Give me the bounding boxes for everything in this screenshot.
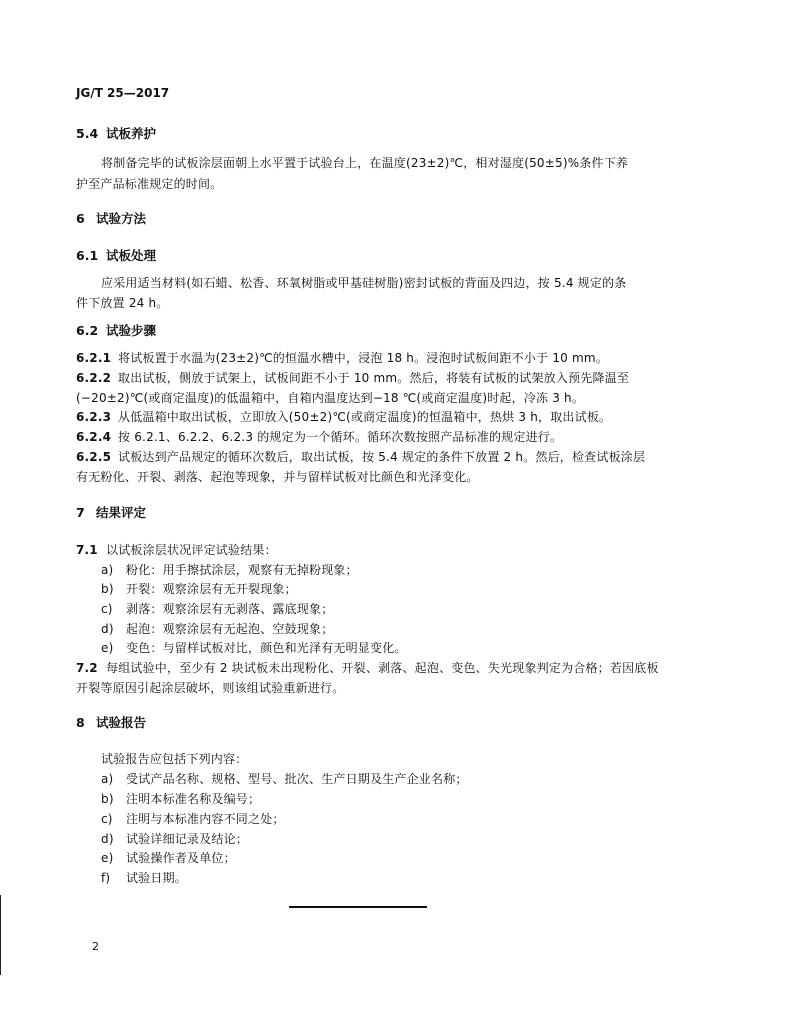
list-text: 试验详细记录及结论；	[126, 832, 249, 846]
list-text: 剥落：观察涂层有无剥落、露底现象；	[126, 602, 334, 616]
list-text: 试验操作者及单位；	[126, 851, 236, 865]
clause-number: 6.2.4	[76, 430, 112, 444]
clause-6-2-4	[76, 430, 562, 444]
clause-number: 6.2.2	[76, 371, 112, 385]
section-number: 7	[76, 505, 85, 520]
clause-text-continued: 有无粉化、开裂、剥落、起泡等现象，并与留样试板对比颜色和光泽变化。	[76, 470, 479, 484]
list-marker: b)	[101, 792, 114, 806]
list-marker: c)	[101, 602, 113, 616]
section-number: 6.2	[76, 323, 99, 338]
page-number: 2	[92, 940, 99, 953]
clause-number: 6.2.3	[76, 410, 112, 424]
clause-text: 取出试板，侧放于试架上，试板间距不小于 10 mm。然后，将装有试板的试架放入预先降温至	[118, 371, 630, 385]
list-item	[101, 832, 248, 846]
list-text: 变色：与留样试板对比，颜色和光泽有无明显变化。	[126, 641, 407, 655]
list-text: 注明本标准名称及编号；	[126, 792, 261, 806]
end-divider	[289, 906, 427, 908]
list-text: 开裂：观察涂层有无开裂现象；	[126, 582, 297, 596]
paragraph-line: 应采用适当材料(如石蜡、松香、环氧树脂或甲基硅树脂)密封试板的背面及四边，按 5.4 规定的条	[101, 276, 627, 290]
clause-text: 每组试验中，至少有 2 块试板未出现粉化、开裂、剥落、起泡、变色、失光现象判定为合格；若因底板	[106, 661, 659, 675]
clause-7-1	[76, 543, 277, 557]
clause-6-2-1	[76, 351, 608, 365]
list-marker: e)	[101, 641, 114, 655]
paragraph-line: 护至产品标准规定的时间。	[76, 177, 223, 191]
list-text: 注明与本标准内容不同之处；	[126, 812, 285, 826]
section-title: 试验报告	[96, 715, 147, 730]
section-7-heading	[76, 506, 146, 520]
list-marker: c)	[101, 812, 113, 826]
section-6-1-heading	[76, 249, 156, 263]
list-marker: b)	[101, 582, 114, 596]
list-item	[101, 871, 187, 885]
list-marker: a)	[101, 563, 114, 577]
paragraph-line: 将制备完毕的试板涂层面朝上水平置于试验台上，在温度(23±2)℃，相对湿度(50±5)%条件下养	[101, 156, 629, 170]
section-number: 6	[76, 211, 85, 226]
clause-text: 将试板置于水温为(23±2)℃的恒温水槽中，浸泡 18 h。浸泡时试板间距不小于 10 mm。	[118, 351, 608, 365]
section-5-4-heading	[76, 127, 156, 141]
section-title: 试板处理	[106, 248, 157, 263]
clause-text: 从低温箱中取出试板，立即放入(50±2)℃(或商定温度)的恒温箱中，热烘 3 h，取出试板。	[118, 410, 612, 424]
report-intro: 试验报告应包括下列内容：	[101, 752, 248, 766]
clause-number: 6.2.1	[76, 351, 112, 365]
clause-6-2-2	[76, 371, 629, 385]
list-item	[101, 622, 333, 636]
list-item	[101, 772, 468, 786]
list-marker: f)	[101, 871, 111, 885]
clause-text: 试板达到产品规定的循环次数后，取出试板，按 5.4 规定的条件下放置 2 h。然后，检查试板涂层	[118, 450, 646, 464]
section-title: 结果评定	[96, 505, 147, 520]
list-text: 受试产品名称、规格、型号、批次、生产日期及生产企业名称；	[126, 772, 468, 786]
list-marker: d)	[101, 832, 114, 846]
list-item	[101, 812, 285, 826]
section-6-heading	[76, 212, 146, 226]
section-title: 试验方法	[96, 211, 147, 226]
clause-text-continued: (−20±2)℃(或商定温度)的低温箱中，自箱内温度达到−18 ℃(或商定温度)时起，冷冻 3 h。	[76, 391, 585, 405]
clause-number: 7.1	[76, 543, 98, 557]
list-item	[101, 792, 260, 806]
clause-text-continued: 开裂等原因引起涂层破坏，则该组试验重新进行。	[76, 681, 345, 695]
list-item	[101, 582, 297, 596]
list-item	[101, 641, 407, 655]
section-number: 6.1	[76, 248, 99, 263]
clause-6-2-3	[76, 410, 611, 424]
standard-code: JG/T 25—2017	[76, 86, 170, 100]
paragraph-line: 件下放置 24 h。	[76, 296, 169, 310]
list-marker: d)	[101, 622, 114, 636]
list-marker: a)	[101, 772, 114, 786]
clause-text: 以试板涂层状况评定试验结果：	[106, 543, 277, 557]
list-marker: e)	[101, 851, 114, 865]
list-text: 粉化：用手擦拭涂层，观察有无掉粉现象；	[126, 563, 358, 577]
section-title: 试板养护	[106, 126, 157, 141]
clause-6-2-5	[76, 450, 645, 464]
clause-number: 6.2.5	[76, 450, 112, 464]
scan-edge-line	[0, 895, 1, 975]
section-6-2-heading	[76, 324, 156, 338]
section-number: 8	[76, 715, 85, 730]
section-8-heading	[76, 716, 146, 730]
list-item	[101, 563, 358, 577]
list-text: 试验日期。	[126, 871, 188, 885]
clause-text: 按 6.2.1、6.2.2、6.2.3 的规定为一个循环。循环次数按照产品标准的规定进行。	[118, 430, 563, 444]
list-text: 起泡：观察涂层有无起泡、空鼓现象；	[126, 622, 334, 636]
section-number: 5.4	[76, 126, 99, 141]
section-title: 试验步骤	[106, 323, 157, 338]
list-item	[101, 602, 333, 616]
list-item	[101, 851, 236, 865]
clause-number: 7.2	[76, 661, 98, 675]
clause-7-2	[76, 661, 659, 675]
